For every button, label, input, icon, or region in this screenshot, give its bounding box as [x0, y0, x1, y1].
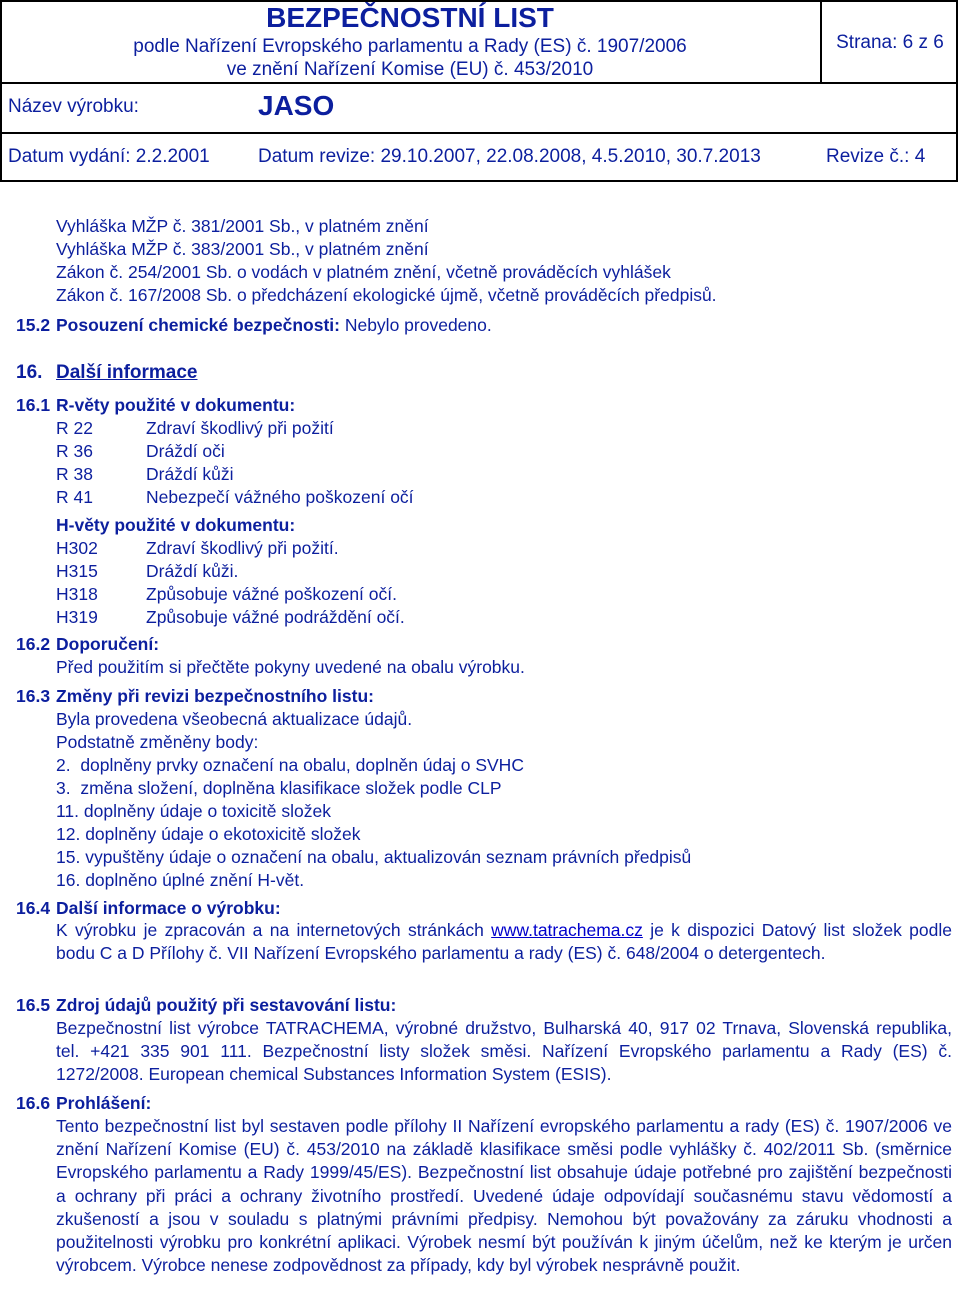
revision-change-line: 11. doplněny údaje o toxicitě složek	[56, 801, 331, 821]
product-label: Název výrobku:	[8, 96, 139, 117]
revision-change-line: 16. doplněno úplné znění H-vět.	[56, 870, 305, 890]
issue-date: Datum vydání: 2.2.2001	[8, 146, 210, 167]
section-number: 16.3	[16, 686, 51, 706]
revision-change-line: 2. doplněny prvky označení na obalu, doplněn údaj o SVHC	[56, 755, 524, 775]
revision-change-line: 15. vypuštěny údaje o označení na obalu, aktualizován seznam právních předpisů	[56, 847, 692, 867]
product-name: JASO	[258, 90, 335, 121]
section-16-4-text	[56, 919, 952, 965]
h-phrase-text: Způsobuje vážné poškození očí.	[146, 584, 397, 604]
law-item: Zákon č. 167/2008 Sb. o předcházení ekologické újmě, včetně prováděcích předpisů.	[56, 285, 717, 305]
tatrachema-link[interactable]: www.tatrachema.cz	[491, 920, 643, 940]
section-number: 16.5	[16, 995, 51, 1015]
section-16-5-text: Bezpečnostní list výrobce TATRACHEMA, výrobné družstvo, Bulharská 40, 917 02 Trnava, Slovenská republika, tel. +421 335 901 111. Bezpečnostní listy složek směsi. Nařízení Evropského parlamentu a Rady (ES) č. 1272/2008. European chemical Substances Information System (ESIS).	[56, 1018, 952, 1085]
document-subtitle-amendment: ve znění Nařízení Komise (EU) č. 453/2010	[226, 59, 594, 80]
r-phrases-title: R-věty použité v dokumentu:	[56, 395, 296, 415]
text-after-link: je k dispozici Datový list složek podle bodu C a D Přílohy č. VII Nařízení Evropského parlamentu a rady (ES) č. 648/2004 o detergentech.	[56, 920, 952, 964]
h-phrase-code: H302	[56, 538, 98, 558]
document-header	[0, 0, 958, 182]
document-title: BEZPEČNOSTNÍ LIST	[266, 2, 554, 33]
r-phrase-text: Dráždí oči	[146, 441, 225, 461]
h-phrase-text: Způsobuje vážné podráždění očí.	[146, 607, 405, 627]
section-16-6-text: Tento bezpečnostní list byl sestaven podle přílohy II Nařízení evropského parlamentu a rady (ES) č. 1907/2006 ve znění Nařízení Komise (EU) č. 453/2010 na základě klasifikace směsi podle vyhlášky č. 402/2011 Sb. (směrnice Evropského parlamentu a Rady 1999/45/ES). Bezpečnostní list obsahuje údaje potřebné pro zajištění bezpečnosti a ochrany při práci a ochrany životního prostředí. Uvedené údaje odpovídají současnému stavu vědomostí a zkušeností a jsou v souladu s platnými právními předpisy. Nemohou být považovány za záruku vhodnosti a použitelnosti výrobku pro konkrétní aplikaci. Výrobek nesmí být používán k jiným účelům, než ke kterým je určen výrobcem. Výrobce nenese zodpovědnost za případy, kdy byl výrobek nesprávně použit.	[56, 1116, 952, 1276]
r-phrase-text: Dráždí kůži	[146, 464, 234, 484]
revision-change-line: 3. změna složení, doplněna klasifikace složek podle CLP	[56, 778, 502, 798]
h-phrase-code: H315	[56, 561, 98, 581]
revision-change-line: Podstatně změněny body:	[56, 732, 259, 752]
section-16-3-title: Změny při revizi bezpečnostního listu:	[56, 686, 374, 706]
section-number: 16.4	[16, 898, 51, 918]
r-phrase-code: R 38	[56, 464, 93, 484]
product-box	[0, 82, 958, 134]
document-subtitle-regulation: podle Nařízení Evropského parlamentu a Rady (ES) č. 1907/2006	[133, 36, 687, 57]
revision-change-line: Byla provedena všeobecná aktualizace údajů.	[56, 709, 413, 729]
r-phrase-code: R 41	[56, 487, 93, 507]
section-16-4-title: Další informace o výrobku:	[56, 898, 281, 918]
page-number: Strana: 6 z 6	[836, 32, 944, 53]
section-number: 15.2	[16, 315, 51, 335]
h-phrase-text: Zdraví škodlivý při požití.	[146, 538, 339, 558]
section-number: 16.6	[16, 1093, 51, 1113]
r-phrase-code: R 22	[56, 418, 93, 438]
law-item: Zákon č. 254/2001 Sb. o vodách v platném znění, včetně prováděcích vyhlášek	[56, 262, 671, 282]
section-16-2-text: Před použitím si přečtěte pokyny uvedené na obalu výrobku.	[56, 657, 525, 677]
section-16-2-title: Doporučení:	[56, 634, 160, 654]
section-value: Nebylo provedeno.	[339, 315, 492, 335]
h-phrase-code: H319	[56, 607, 98, 627]
text-before-link: K výrobku je zpracován a na internetových stránkách	[56, 920, 492, 940]
law-item: Vyhláška MŽP č. 381/2001 Sb., v platném znění	[56, 216, 429, 236]
h-phrase-text: Dráždí kůži.	[146, 561, 239, 581]
section-16-6-title: Prohlášení:	[56, 1093, 152, 1113]
r-phrase-text: Zdraví škodlivý při požití	[146, 418, 334, 438]
r-phrase-text: Nebezpečí vážného poškození očí	[146, 487, 414, 507]
section-16-title: Další informace	[56, 362, 198, 383]
section-label: Posouzení chemické bezpečnosti:	[56, 315, 340, 335]
section-16-5-title: Zdroj údajů použitý při sestavování listu:	[56, 995, 397, 1015]
section-number: 16.2	[16, 634, 51, 654]
section-number: 16.1	[16, 395, 51, 415]
section-number: 16.	[16, 362, 43, 383]
law-item: Vyhláška MŽP č. 383/2001 Sb., v platném znění	[56, 239, 429, 259]
revision-number: Revize č.: 4	[826, 146, 926, 167]
h-phrases-title: H-věty použité v dokumentu:	[56, 515, 296, 535]
r-phrase-code: R 36	[56, 441, 93, 461]
h-phrase-code: H318	[56, 584, 98, 604]
revision-dates: Datum revize: 29.10.2007, 22.08.2008, 4.5.2010, 30.7.2013	[258, 146, 761, 167]
revision-change-line: 12. doplněny údaje o ekotoxicitě složek	[56, 824, 361, 844]
section-15-2	[56, 314, 492, 336]
